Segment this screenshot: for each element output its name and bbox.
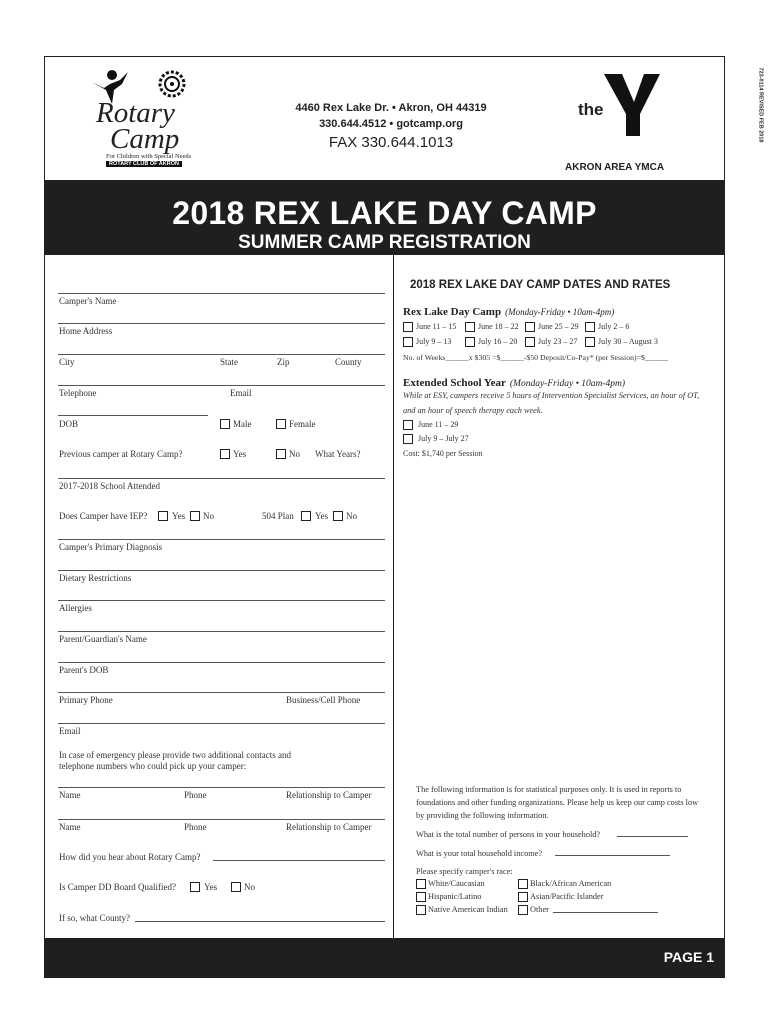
session-4-label: July 2 – 6 [598,322,630,331]
plan504-yes-label: Yes [315,511,329,521]
parent-dob-line[interactable] [58,662,385,663]
page-number: PAGE 1 [663,949,714,965]
iep-label: Does Camper have IEP? [59,511,148,521]
diagnosis-label: Camper's Primary Diagnosis [59,542,163,552]
contact1-line[interactable] [58,787,385,788]
parent-dob-label: Parent's DOB [59,665,109,675]
contact2-name-label: Name [59,822,81,832]
esy-description-2: and an hour of speech therapy each week. [403,406,543,415]
race-other-line[interactable] [553,912,658,913]
session-6-checkbox[interactable] [465,337,475,347]
household-label: What is the total number of persons in your household? [416,830,601,839]
campers-name-line[interactable] [58,293,385,294]
fax: FAX 330.644.1013 [328,134,454,151]
session-5-label: July 9 – 13 [416,337,452,346]
session-6-label: July 16 – 20 [478,337,518,346]
day-camp-heading [403,302,614,320]
ymca-y-icon [604,72,660,138]
address: 4460 Rex Lake Dr. • Akron, OH 44319 [295,102,487,114]
session-3-label: June 25 – 29 [538,322,579,331]
logo-camp: Camp [110,123,180,155]
race-asian-label: Asian/Pacific Islander [530,892,604,901]
race-native-checkbox[interactable] [416,905,426,915]
contact2-relationship-label: Relationship to Camper [286,822,372,832]
hear-about-label: How did you hear about Rotary Camp? [59,852,201,862]
home-address-label: Home Address [59,326,113,336]
race-hispanic-checkbox[interactable] [416,892,426,902]
race-asian-checkbox[interactable] [518,892,528,902]
banner-subtitle: SUMMER CAMP REGISTRATION [238,232,531,253]
title-banner [45,180,724,255]
dd-no-checkbox[interactable] [231,882,241,892]
income-line[interactable] [555,855,670,856]
dd-yes-checkbox[interactable] [190,882,200,892]
plan504-yes-checkbox[interactable] [301,511,311,521]
esy-session-1-checkbox[interactable] [403,420,413,430]
allergies-line[interactable] [58,600,385,601]
guardian-line[interactable] [58,631,385,632]
county-label: County [335,357,362,367]
session-2-checkbox[interactable] [465,322,475,332]
session-3-checkbox[interactable] [525,322,535,332]
primary-phone-line[interactable] [58,692,385,693]
session-2-label: June 18 – 22 [478,322,519,331]
stats-intro-2: foundations and other funding organizations. Please help us keep our camp costs low [416,798,699,807]
contact1-name-label: Name [59,790,81,800]
esy-session-2-checkbox[interactable] [403,434,413,444]
male-label: Male [233,419,252,429]
dd-yes-label: Yes [204,882,218,892]
hear-about-line[interactable] [213,860,385,861]
rotary-camp-logo [88,68,200,168]
session-5-checkbox[interactable] [403,337,413,347]
race-black-checkbox[interactable] [518,879,528,889]
school-line[interactable] [58,478,385,479]
previous-yes-label: Yes [233,449,247,459]
ymca-org: AKRON AREA YMCA [565,162,665,173]
esy-cost: Cost: $1,740 per Session [403,449,483,458]
race-other-label: Other [530,905,549,914]
plan504-no-checkbox[interactable] [333,511,343,521]
county-question-label: If so, what County? [59,913,130,923]
home-address-line[interactable] [58,323,385,324]
zip-label: Zip [277,357,290,367]
email2-line[interactable] [58,723,385,724]
stats-intro-3: by providing the following information. [416,811,549,820]
city-line[interactable] [58,354,385,355]
school-label: 2017-2018 School Attended [59,481,160,491]
session-4-checkbox[interactable] [585,322,595,332]
iep-no-checkbox[interactable] [190,511,200,521]
session-1-checkbox[interactable] [403,322,413,332]
city-label: City [59,357,75,367]
esy-session-2-label: July 9 – July 27 [418,434,469,443]
day-camp-hours: (Monday-Friday • 10am-4pm) [505,307,615,317]
esy-session-1-label: June 11 – 29 [418,420,459,429]
race-hispanic-label: Hispanic/Latino [428,892,482,901]
logo-tagline: For Children with Special Needs [106,153,192,160]
dietary-line[interactable] [58,570,385,571]
previous-camper-label: Previous camper at Rotary Camp? [59,449,183,459]
dd-board-label: Is Camper DD Board Qualified? [59,882,176,892]
diagnosis-line[interactable] [58,539,385,540]
telephone-label: Telephone [59,388,97,398]
email-label: Email [230,388,252,398]
iep-yes-label: Yes [172,511,186,521]
race-white-checkbox[interactable] [416,879,426,889]
email2-label: Email [59,726,81,736]
logo-club: ROTARY CLUB OF AKRON [106,161,182,167]
contact2-line[interactable] [58,819,385,820]
previous-yes-checkbox[interactable] [220,449,230,459]
weeks-calculation[interactable]: No. of Weeks______x $305 =$______-$50 Deposit/Co-Pay* (per Session)=$______ [403,353,669,362]
state-label: State [220,357,238,367]
business-phone-label: Business/Cell Phone [286,695,361,705]
phone-website: 330.644.4512 • gotcamp.org [319,118,463,130]
contact2-phone-label: Phone [184,822,207,832]
female-label: Female [289,419,316,429]
dd-no-label: No [244,882,255,892]
what-years-label: What Years? [315,449,361,459]
plan504-label: 504 Plan [262,511,294,521]
previous-no-checkbox[interactable] [276,449,286,459]
income-label: What is your total household income? [416,849,543,858]
session-8-label: July 30 – August 3 [598,337,659,346]
contact1-phone-label: Phone [184,790,207,800]
session-7-label: July 23 – 27 [538,337,578,346]
female-checkbox[interactable] [276,419,286,429]
esy-description-1: While at ESY, campers receive 5 hours of Intervention Specialist Services, an hour of OT, [403,391,700,400]
previous-no-label: No [289,449,300,459]
stats-intro-1: The following information is for statistical purposes only. It is used in reports to [416,785,682,794]
banner-title: 2018 REX LAKE DAY CAMP [172,195,597,231]
race-white-label: White/Caucasian [428,879,485,888]
race-prompt: Please specify camper's race: [416,867,513,876]
emergency-line2: telephone numbers who could pick up your camper: [59,761,247,771]
session-7-checkbox[interactable] [525,337,535,347]
esy-heading [403,373,625,391]
telephone-line[interactable] [58,385,385,386]
male-checkbox[interactable] [220,419,230,429]
race-other-checkbox[interactable] [518,905,528,915]
iep-yes-checkbox[interactable] [158,511,168,521]
guardian-label: Parent/Guardian's Name [59,634,147,644]
contact1-relationship-label: Relationship to Camper [286,790,372,800]
county-question-line[interactable] [135,921,385,922]
logo-rotary: Rotary [96,97,175,129]
primary-phone-label: Primary Phone [59,695,113,705]
footer-bar [45,938,724,978]
dietary-label: Dietary Restrictions [59,573,132,583]
esy-title: Extended School Year [403,377,506,389]
rates-heading: 2018 REX LAKE DAY CAMP DATES AND RATES [410,279,671,291]
dob-line[interactable] [58,415,208,416]
iep-no-label: No [203,511,214,521]
campers-name-label: Camper's Name [59,296,117,306]
rotary-wheel-icon [158,70,186,98]
esy-hours: (Monday-Friday • 10am-4pm) [509,379,626,389]
day-camp-title: Rex Lake Day Camp [403,306,502,318]
column-divider [393,255,394,938]
race-black-label: Black/African American [530,879,612,888]
plan504-no-label: No [346,511,357,521]
household-line[interactable] [617,836,688,837]
ymca-the: the [578,100,604,119]
session-8-checkbox[interactable] [585,337,595,347]
emergency-line1: In case of emergency please provide two additional contacts and [59,750,291,760]
revision-code: 723-0114 REVISED FEB 2018 [757,67,764,143]
race-native-label: Native American Indian [428,905,508,914]
ymca-logo [578,70,668,150]
session-1-label: June 11 – 15 [416,322,457,331]
dob-label: DOB [59,419,79,429]
allergies-label: Allergies [59,603,92,613]
